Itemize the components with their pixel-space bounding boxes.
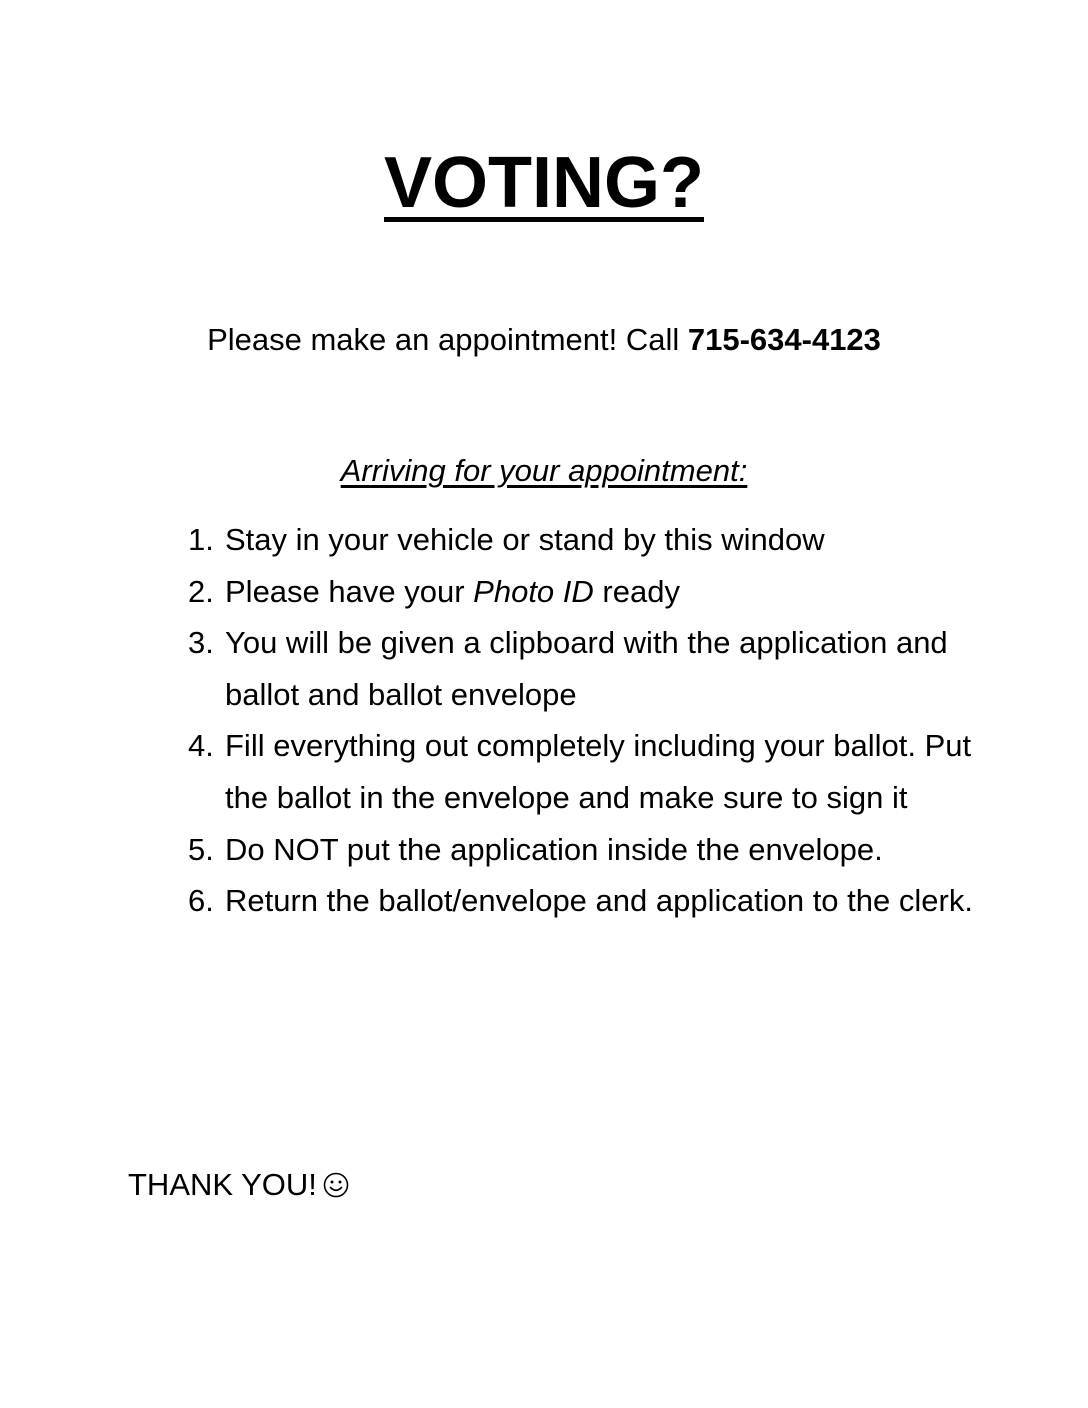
step-number: 3.: [188, 625, 214, 661]
step-1: [188, 514, 978, 566]
step-number: 1.: [188, 522, 214, 557]
step-text-before: Please have your: [225, 573, 474, 609]
step-number: 4.: [188, 728, 214, 764]
step-number: 6.: [188, 883, 214, 919]
thank-you-text: THANK YOU!: [128, 1167, 317, 1202]
step-text: Fill everything out completely including your ballot. Put the ballot in the envelope and make sure to sign it: [225, 728, 972, 815]
arrival-subheading-text: Arriving for your appointment:: [340, 453, 748, 488]
thank-you-line: [128, 1163, 349, 1210]
step-text: [225, 574, 680, 609]
arrival-subheading: [0, 449, 1088, 493]
step-text-after: ready: [593, 573, 680, 609]
smiley-face-icon: [323, 1166, 349, 1210]
step-3: [188, 617, 978, 720]
step-4: [188, 720, 978, 823]
phone-number: 715-634-4123: [687, 322, 881, 357]
page-title: [0, 138, 1088, 228]
appointment-text: Please make an appointment! Call: [207, 322, 688, 357]
step-2: [188, 566, 978, 618]
step-text: Return the ballot/envelope and application to the clerk.: [225, 883, 973, 919]
photo-id-emphasis: Photo ID: [473, 573, 594, 609]
step-number: 2.: [188, 573, 214, 609]
step-6: [188, 875, 978, 927]
appointment-line: [0, 318, 1088, 362]
page-title-text: VOTING?: [384, 143, 704, 223]
step-text: You will be given a clipboard with the application and ballot and ballot envelope: [225, 625, 948, 712]
instruction-list: [188, 514, 978, 927]
step-number: 5.: [188, 831, 214, 867]
step-text: Stay in your vehicle or stand by this window: [225, 522, 825, 557]
step-5: [188, 824, 978, 876]
step-text: Do NOT put the application inside the envelope.: [225, 831, 883, 867]
